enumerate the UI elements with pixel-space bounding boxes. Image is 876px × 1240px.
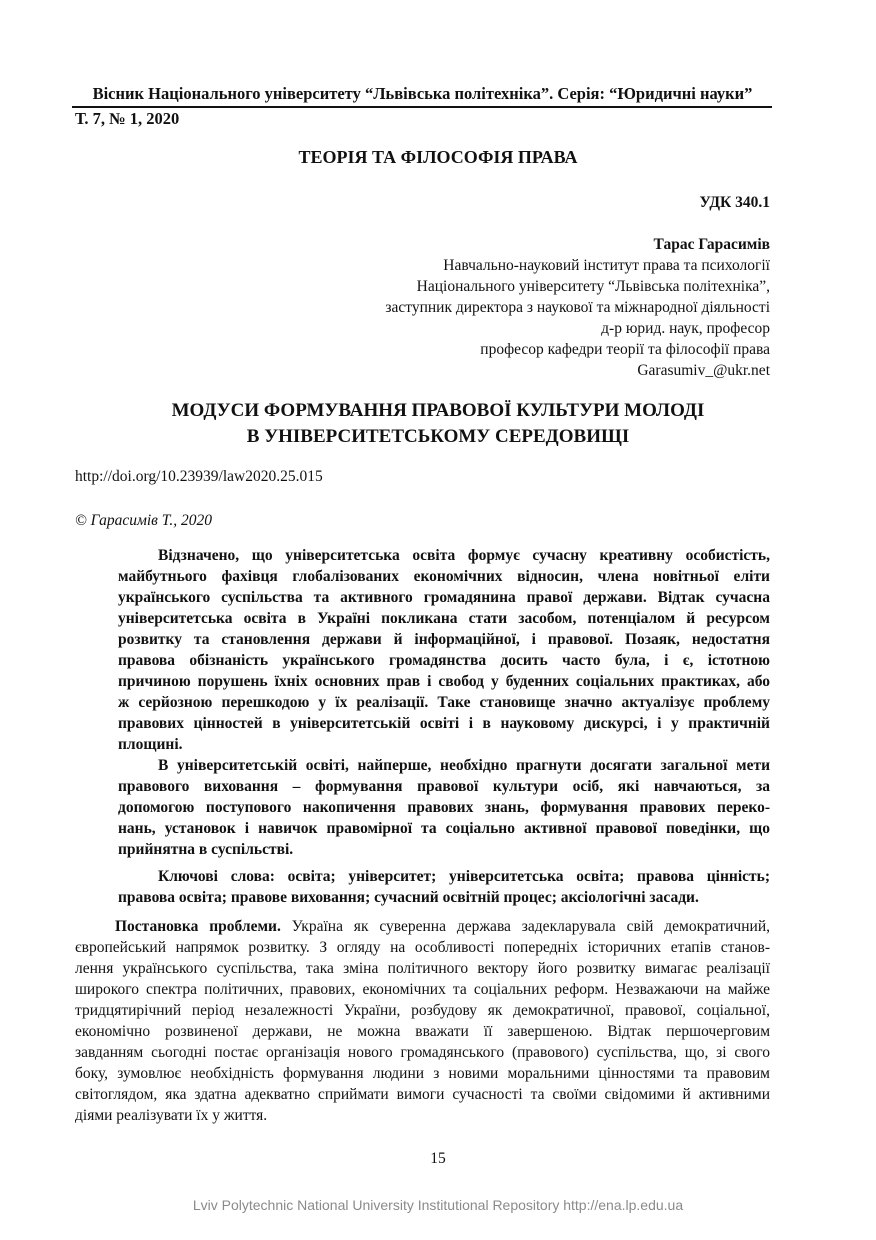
keywords-line: Ключові слова: освіта; університет; університетська освіта; правова цінність; — [158, 868, 770, 885]
abstract-line: університетська освіта в Україні покликана стати засобом, потенціалом й ресурсом — [118, 610, 770, 627]
affiliation-line: Національного університету “Львівська політехніка”, — [416, 278, 770, 295]
body-line: тридцятирічний період незалежності України, розбудову як демократичної, правової, соціальної, — [75, 1002, 770, 1019]
body-text: Україна як суверенна держава задекларувала свій демократичний, — [280, 918, 770, 935]
abstract-line: прийнятна в суспільстві. — [118, 841, 294, 858]
header-rule — [72, 106, 772, 108]
section-lead: Постановка проблеми. — [115, 918, 281, 935]
abstract-line: нань, установок і навичок правомірної та соціально активної правової поведінки, що — [118, 820, 770, 837]
volume-info: Т. 7, № 1, 2020 — [75, 109, 180, 128]
abstract-line: причиною порушень їхніх основних прав і свобод у буденних соціальних практиках, або — [118, 673, 770, 690]
copyright: © Гарасимів Т., 2020 — [75, 512, 213, 529]
body-line: боку, зумовлює необхідність формування людини з новими моральними цінностями та правовим — [75, 1065, 770, 1082]
abstract-line: розвитку та становлення держави й інформаційної, і правової. Позаяк, недостатня — [118, 631, 770, 648]
abstract-line: правового виховання – формування правової культури осіб, які навчаються, за — [118, 778, 770, 795]
body-line — [75, 916, 770, 937]
affiliation-line: професор кафедри теорії та філософії права — [480, 341, 770, 358]
abstract-line: правових цінностей в університетській освіті і в науковому дискурсі, і у практичній — [118, 715, 770, 732]
journal-title: Вісник Національного університету “Львівська політехніка”. Серія: “Юридичні науки” — [92, 84, 753, 103]
author-block — [385, 234, 770, 381]
body-line: світоглядом, яка здатна адекватно сприймати вимоги сучасності та своїми свідомими й активними — [75, 1086, 770, 1103]
abstract-line: ж серйозною перешкодою у їх реалізації. Таке становище значно актуалізує проблему — [118, 694, 770, 711]
abstract-line: правова обізнаність українського громадянства досить часто була, і є, істотною — [118, 652, 770, 669]
body-line: діями реалізувати їх у життя. — [75, 1107, 268, 1124]
abstract-line: майбутнього фахівця глобалізованих економічних відносин, члена новітньої еліти — [118, 568, 770, 585]
abstract-line: українського суспільства та активного громадянина правої держави. Відтак сучасна — [118, 589, 770, 606]
body-line: лення українського суспільства, така зміна політичного вектору його розвитку вимагає реалізації — [75, 960, 770, 977]
repository-footer: Lviv Polytechnic National University Institutional Repository http://ena.lp.edu.ua — [192, 1197, 684, 1213]
page-number: 15 — [430, 1150, 446, 1167]
affiliation-line: д-р юрид. наук, професор — [601, 320, 770, 337]
keywords-line: правова освіта; правове виховання; сучасний освітній процес; аксіологічні засади. — [118, 889, 699, 906]
title-line: МОДУСИ ФОРМУВАННЯ ПРАВОВОЇ КУЛЬТУРИ МОЛОДІ — [171, 400, 705, 421]
affiliation-line: заступник директора з наукової та міжнародної діяльності — [385, 299, 770, 316]
keywords — [118, 866, 770, 908]
author-name: Тарас Гарасимів — [653, 236, 770, 253]
body-line: широкого спектра політичних, правових, економічних та соціальних реформ. Незважаючи на майже — [75, 981, 770, 998]
body-line: економічно розвиненої держави, не можна вважати її завершеною. Відтак першочерговим — [75, 1023, 770, 1040]
section-title: ТЕОРІЯ ТА ФІЛОСОФІЯ ПРАВА — [298, 147, 578, 167]
abstract-line: площині. — [118, 736, 183, 753]
title-line: В УНІВЕРСИТЕТСЬКОМУ СЕРЕДОВИЩІ — [246, 426, 630, 447]
abstract-line: В університетській освіті, найперше, необхідно прагнути досягати загальної мети — [158, 757, 770, 774]
author-email[interactable]: Garasumiv_@ukr.net — [637, 362, 770, 379]
abstract-line: Відзначено, що університетська освіта формує сучасну креативну особистість, — [158, 547, 770, 564]
body-line: європейський напрямок розвитку. З огляду на особливості попередніх історичних етапів станов- — [75, 939, 770, 956]
abstract — [118, 545, 770, 860]
udk-code: УДК 340.1 — [699, 194, 770, 211]
affiliation-line: Навчально-науковий інститут права та психології — [443, 257, 770, 274]
body-paragraph — [75, 916, 770, 1126]
abstract-line: допомогою поступового накопичення правових знань, формування правових переко- — [118, 799, 770, 816]
article-title — [0, 398, 876, 450]
body-line: завданням сьогодні постає організація нового громадянського (правового) суспільства, що, зі свого — [75, 1044, 770, 1061]
doi-link[interactable]: http://doi.org/10.23939/law2020.25.015 — [75, 468, 323, 485]
